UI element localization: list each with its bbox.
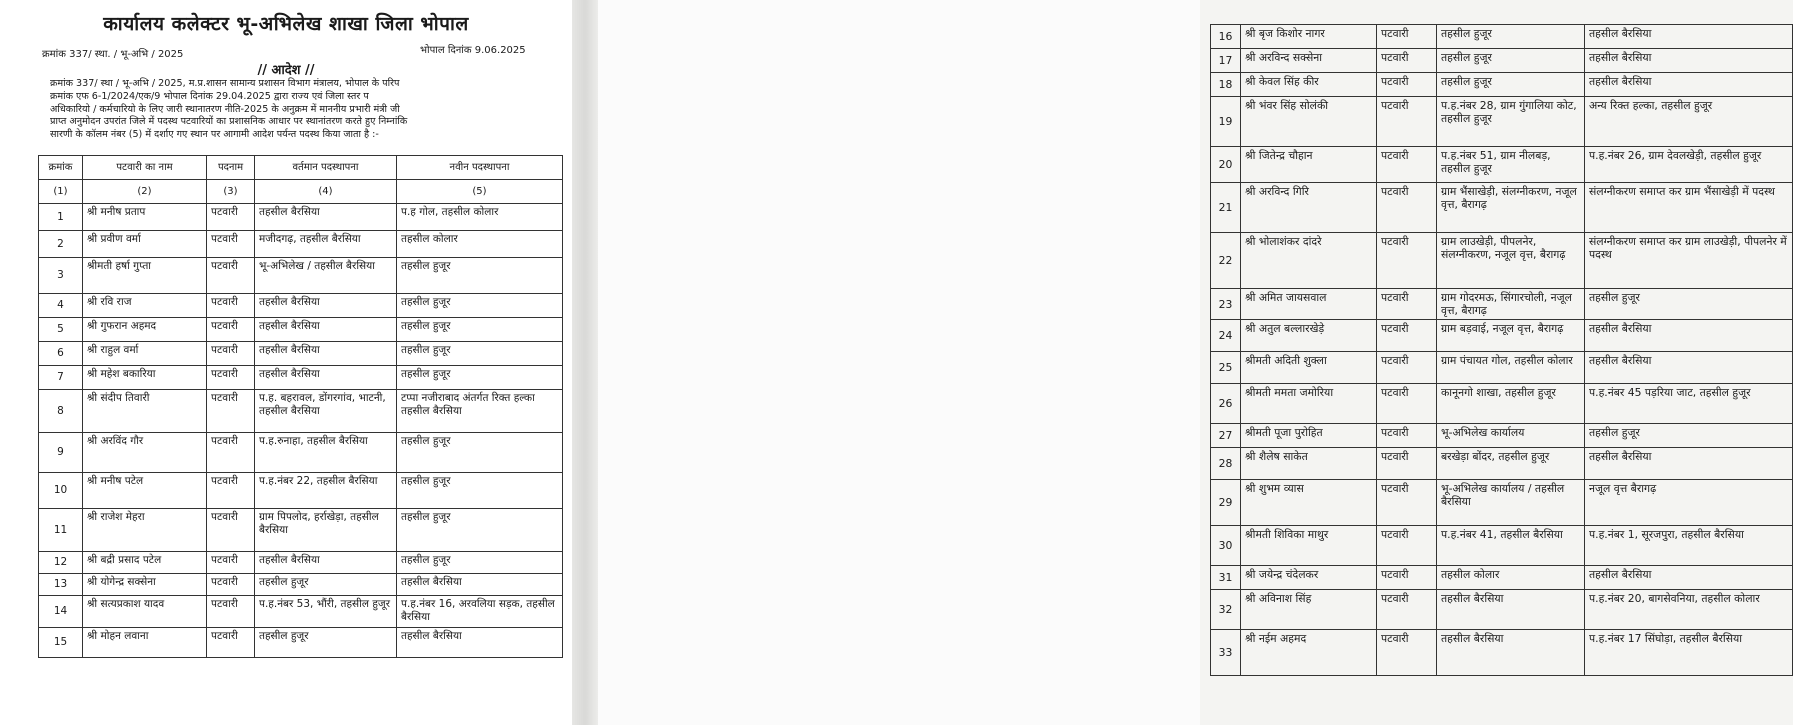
name-cell: श्री अतुल बल्लारखेड़े xyxy=(1241,320,1377,352)
name-cell: श्री अरविंद गौर xyxy=(83,433,207,473)
current-posting-cell: तहसील हुजूर xyxy=(255,628,397,658)
order-heading: // आदेश // xyxy=(257,63,315,78)
table-row xyxy=(1211,289,1793,320)
serial-cell: 1 xyxy=(39,204,83,231)
designation-cell: पटवारी xyxy=(207,366,255,390)
name-cell: श्री बद्री प्रसाद पटेल xyxy=(83,552,207,574)
current-posting-cell: तहसील बैरसिया xyxy=(1437,590,1585,630)
new-posting-cell: तहसील कोलार xyxy=(397,231,563,258)
order-date: भोपाल दिनांक 9.06.2025 xyxy=(420,45,526,56)
book-gutter xyxy=(572,0,598,725)
designation-cell: पटवारी xyxy=(207,574,255,596)
table-row xyxy=(1211,566,1793,590)
name-cell: श्री अरविन्द गिरि xyxy=(1241,183,1377,233)
current-posting-cell: तहसील हुजूर xyxy=(1437,49,1585,73)
serial-cell: 19 xyxy=(1211,97,1241,147)
current-posting-cell: प.ह.रुनाहा, तहसील बैरसिया xyxy=(255,433,397,473)
table-row xyxy=(1211,320,1793,352)
header-num: (1) xyxy=(39,180,83,204)
serial-cell: 23 xyxy=(1211,289,1241,320)
table-row xyxy=(39,342,563,366)
table-header-number-row xyxy=(39,180,563,204)
serial-cell: 29 xyxy=(1211,480,1241,526)
table-row xyxy=(39,433,563,473)
paragraph-line: सारणी के कॉलम नंबर (5) में दर्शाए गए स्थान पर आगामी आदेश पर्यन्त पदस्थ किया जाता है :- xyxy=(50,129,379,141)
new-posting-cell: संलग्नीकरण समाप्त कर ग्राम लाउखेड़ी, पीपलनेर में पदस्थ xyxy=(1585,233,1793,289)
name-cell: श्री जयेन्द्र चंदेलकर xyxy=(1241,566,1377,590)
current-posting-cell: प.ह.नंबर 28, ग्राम गुंगालिया कोट, तहसील हुजूर xyxy=(1437,97,1585,147)
document-page-right xyxy=(598,0,1787,725)
current-posting-cell: तहसील बैरसिया xyxy=(255,318,397,342)
current-posting-cell: ग्राम पिपलोद, हर्राखेड़ा, तहसील बैरसिया xyxy=(255,509,397,552)
current-posting-cell: तहसील बैरसिया xyxy=(1437,630,1585,676)
header-num: (4) xyxy=(255,180,397,204)
table-row xyxy=(1211,183,1793,233)
table-row xyxy=(1211,480,1793,526)
new-posting-cell: टप्पा नजीराबाद अंतर्गत रिक्त हल्का तहसील बैरसिया xyxy=(397,390,563,433)
designation-cell: पटवारी xyxy=(1377,320,1437,352)
serial-cell: 24 xyxy=(1211,320,1241,352)
name-cell: श्री शैलेष साकेत xyxy=(1241,448,1377,480)
name-cell: श्री मनीष पटेल xyxy=(83,473,207,509)
table-row xyxy=(1211,97,1793,147)
current-posting-cell: तहसील बैरसिया xyxy=(255,294,397,318)
new-posting-cell: प.ह.नंबर 16, अरवलिया सड़क, तहसील बैरसिया xyxy=(397,596,563,628)
name-cell: श्री मनीष प्रताप xyxy=(83,204,207,231)
new-posting-cell: प.ह.नंबर 17 सिंघोड़ा, तहसील बैरसिया xyxy=(1585,630,1793,676)
designation-cell: पटवारी xyxy=(1377,384,1437,424)
table-row xyxy=(1211,590,1793,630)
name-cell: श्री सत्यप्रकाश यादव xyxy=(83,596,207,628)
name-cell: श्री महेश बकारिया xyxy=(83,366,207,390)
new-posting-cell: तहसील बैरसिया xyxy=(1585,566,1793,590)
current-posting-cell: ग्राम गोदरमऊ, सिंगारचोली, नजूल वृत्त, बैरागढ़ xyxy=(1437,289,1585,320)
name-cell: श्री संदीप तिवारी xyxy=(83,390,207,433)
new-posting-cell: तहसील बैरसिया xyxy=(1585,320,1793,352)
current-posting-cell: तहसील हुजूर xyxy=(255,574,397,596)
table-row xyxy=(39,258,563,294)
name-cell: श्री नईम अहमद xyxy=(1241,630,1377,676)
serial-cell: 5 xyxy=(39,318,83,342)
current-posting-cell: भू-अभिलेख कार्यालय / तहसील बैरसिया xyxy=(1437,480,1585,526)
header-current-posting: वर्तमान पदस्थापना xyxy=(255,156,397,180)
new-posting-cell: तहसील हुजूर xyxy=(397,366,563,390)
current-posting-cell: भू-अभिलेख कार्यालय xyxy=(1437,424,1585,448)
new-posting-cell: तहसील बैरसिया xyxy=(397,574,563,596)
table-row xyxy=(39,596,563,628)
new-posting-cell: अन्य रिक्त हल्का, तहसील हुजूर xyxy=(1585,97,1793,147)
name-cell: श्री जितेन्द्र चौहान xyxy=(1241,147,1377,183)
designation-cell: पटवारी xyxy=(1377,97,1437,147)
table-row xyxy=(39,552,563,574)
serial-cell: 28 xyxy=(1211,448,1241,480)
designation-cell: पटवारी xyxy=(207,433,255,473)
header-new-posting: नवीन पदस्थापना xyxy=(397,156,563,180)
table-row xyxy=(1211,526,1793,566)
paragraph-line: अधिकारियो / कर्मचारियो के लिए जारी स्थानातरण नीति-2025 के अनुक्रम में माननीय प्रभारी मंत्री जी xyxy=(50,103,400,115)
new-posting-cell: तहसील हुजूर xyxy=(397,473,563,509)
table-row xyxy=(39,509,563,552)
serial-cell: 11 xyxy=(39,509,83,552)
new-posting-cell: प.ह.नंबर 1, सूरजपुरा, तहसील बैरसिया xyxy=(1585,526,1793,566)
designation-cell: पटवारी xyxy=(207,552,255,574)
name-cell: श्री मोहन लवाना xyxy=(83,628,207,658)
name-cell: श्री केवल सिंह कीर xyxy=(1241,73,1377,97)
designation-cell: पटवारी xyxy=(207,231,255,258)
table-row xyxy=(1211,384,1793,424)
header-serial: क्रमांक xyxy=(39,156,83,180)
serial-cell: 13 xyxy=(39,574,83,596)
serial-cell: 30 xyxy=(1211,526,1241,566)
designation-cell: पटवारी xyxy=(207,318,255,342)
new-posting-cell: तहसील हुजूर xyxy=(1585,424,1793,448)
document-page-left xyxy=(0,0,572,725)
table-header-row xyxy=(39,156,563,180)
name-cell: श्री राहुल वर्मा xyxy=(83,342,207,366)
new-posting-cell: नजूल वृत्त बैरागढ़ xyxy=(1585,480,1793,526)
paragraph-line: क्रमांक 337/ स्था / भू-अभि / 2025, म.प्र.शासन सामान्य प्रशासन विभाग मंत्रालय, भोपाल के परिप xyxy=(50,78,400,89)
serial-cell: 22 xyxy=(1211,233,1241,289)
designation-cell: पटवारी xyxy=(1377,73,1437,97)
table-row xyxy=(39,318,563,342)
serial-cell: 16 xyxy=(1211,25,1241,49)
designation-cell: पटवारी xyxy=(1377,289,1437,320)
designation-cell: पटवारी xyxy=(207,473,255,509)
table-row xyxy=(39,204,563,231)
designation-cell: पटवारी xyxy=(207,596,255,628)
new-posting-cell: तहसील हुजूर xyxy=(397,552,563,574)
serial-cell: 25 xyxy=(1211,352,1241,384)
new-posting-cell: प.ह.नंबर 45 पड़रिया जाट, तहसील हुजूर xyxy=(1585,384,1793,424)
designation-cell: पटवारी xyxy=(1377,25,1437,49)
name-cell: श्री गुफरान अहमद xyxy=(83,318,207,342)
current-posting-cell: तहसील कोलार xyxy=(1437,566,1585,590)
current-posting-cell: ग्राम भैंसाखेड़ी, संलग्नीकरण, नजूल वृत्त, बैरागढ़ xyxy=(1437,183,1585,233)
designation-cell: पटवारी xyxy=(1377,233,1437,289)
new-posting-cell: तहसील बैरसिया xyxy=(1585,73,1793,97)
current-posting-cell: तहसील हुजूर xyxy=(1437,73,1585,97)
new-posting-cell: तहसील हुजूर xyxy=(397,294,563,318)
name-cell: श्रीमती शिविका माथुर xyxy=(1241,526,1377,566)
name-cell: श्री राजेश मेहरा xyxy=(83,509,207,552)
table-row xyxy=(1211,424,1793,448)
paragraph-line: प्राप्त अनुमोदन उपरांत जिले में पदस्थ पटवारियों का प्रशासनिक आधार पर स्थानांतरण करते हुए निम्नांकि xyxy=(50,116,408,128)
name-cell: श्री शुभम व्यास xyxy=(1241,480,1377,526)
serial-cell: 12 xyxy=(39,552,83,574)
serial-cell: 33 xyxy=(1211,630,1241,676)
new-posting-cell: तहसील बैरसिया xyxy=(1585,49,1793,73)
table-row xyxy=(1211,352,1793,384)
office-title: कार्यालय कलेक्टर भू-अभिलेख शाखा जिला भोपाल xyxy=(103,13,469,35)
serial-cell: 17 xyxy=(1211,49,1241,73)
current-posting-cell: प.ह.नंबर 51, ग्राम नीलबड़, तहसील हुजूर xyxy=(1437,147,1585,183)
header-name: पटवारी का नाम xyxy=(83,156,207,180)
designation-cell: पटवारी xyxy=(207,628,255,658)
new-posting-cell: तहसील बैरसिया xyxy=(1585,352,1793,384)
designation-cell: पटवारी xyxy=(1377,352,1437,384)
new-posting-cell: तहसील हुजूर xyxy=(397,258,563,294)
designation-cell: पटवारी xyxy=(1377,480,1437,526)
name-cell: श्रीमती हर्षा गुप्ता xyxy=(83,258,207,294)
table-row xyxy=(1211,49,1793,73)
designation-cell: पटवारी xyxy=(207,258,255,294)
new-posting-cell: तहसील हुजूर xyxy=(397,433,563,473)
designation-cell: पटवारी xyxy=(207,294,255,318)
current-posting-cell: भू-अभिलेख / तहसील बैरसिया xyxy=(255,258,397,294)
serial-cell: 26 xyxy=(1211,384,1241,424)
current-posting-cell: तहसील बैरसिया xyxy=(255,204,397,231)
name-cell: श्री अमित जायसवाल xyxy=(1241,289,1377,320)
designation-cell: पटवारी xyxy=(1377,630,1437,676)
current-posting-cell: ग्राम लाउखेड़ी, पीपलनेर, संलग्नीकरण, नजूल वृत्त, बैरागढ़ xyxy=(1437,233,1585,289)
table-row xyxy=(39,390,563,433)
new-posting-cell: प.ह.नंबर 20, बागसेवनिया, तहसील कोलार xyxy=(1585,590,1793,630)
current-posting-cell: तहसील बैरसिया xyxy=(255,342,397,366)
designation-cell: पटवारी xyxy=(207,204,255,231)
current-posting-cell: प.ह.नंबर 41, तहसील बैरसिया xyxy=(1437,526,1585,566)
new-posting-cell: तहसील हुजूर xyxy=(397,342,563,366)
table-row xyxy=(1211,73,1793,97)
designation-cell: पटवारी xyxy=(1377,590,1437,630)
table-row xyxy=(39,294,563,318)
new-posting-cell: संलग्नीकरण समाप्त कर ग्राम भैंसाखेड़ी में पदस्थ xyxy=(1585,183,1793,233)
designation-cell: पटवारी xyxy=(1377,183,1437,233)
new-posting-cell: तहसील हुजूर xyxy=(397,318,563,342)
reference-number: क्रमांक 337/ स्था. / भू-अभि / 2025 xyxy=(42,49,184,60)
serial-cell: 2 xyxy=(39,231,83,258)
serial-cell: 10 xyxy=(39,473,83,509)
name-cell: श्री भंवर सिंह सोलंकी xyxy=(1241,97,1377,147)
table-row xyxy=(1211,25,1793,49)
name-cell: श्री अरविन्द सक्सेना xyxy=(1241,49,1377,73)
header-num: (3) xyxy=(207,180,255,204)
current-posting-cell: प.ह. बहरावल, डोंगरगांव, भाटनी, तहसील बैरसिया xyxy=(255,390,397,433)
name-cell: श्रीमती पूजा पुरोहित xyxy=(1241,424,1377,448)
current-posting-cell: ग्राम बड़वाई, नजूल वृत्त, बैरागढ़ xyxy=(1437,320,1585,352)
serial-cell: 9 xyxy=(39,433,83,473)
serial-cell: 18 xyxy=(1211,73,1241,97)
serial-cell: 31 xyxy=(1211,566,1241,590)
name-cell: श्री बृज किशोर नागर xyxy=(1241,25,1377,49)
header-designation: पदनाम xyxy=(207,156,255,180)
designation-cell: पटवारी xyxy=(1377,526,1437,566)
designation-cell: पटवारी xyxy=(1377,147,1437,183)
designation-cell: पटवारी xyxy=(1377,424,1437,448)
new-posting-cell: प.ह गोल, तहसील कोलार xyxy=(397,204,563,231)
current-posting-cell: ग्राम पंचायत गोल, तहसील कोलार xyxy=(1437,352,1585,384)
serial-cell: 15 xyxy=(39,628,83,658)
name-cell: श्री प्रवीण वर्मा xyxy=(83,231,207,258)
current-posting-cell: प.ह.नंबर 22, तहसील बैरसिया xyxy=(255,473,397,509)
serial-cell: 3 xyxy=(39,258,83,294)
header-num: (5) xyxy=(397,180,563,204)
current-posting-cell: तहसील बैरसिया xyxy=(255,552,397,574)
serial-cell: 20 xyxy=(1211,147,1241,183)
serial-cell: 7 xyxy=(39,366,83,390)
name-cell: श्री रवि राज xyxy=(83,294,207,318)
table-row xyxy=(39,473,563,509)
current-posting-cell: बरखेड़ा बोंदर, तहसील हुजूर xyxy=(1437,448,1585,480)
name-cell: श्री अविनाश सिंह xyxy=(1241,590,1377,630)
designation-cell: पटवारी xyxy=(1377,566,1437,590)
order-paragraph xyxy=(50,78,570,142)
current-posting-cell: मजीदगढ़, तहसील बैरसिया xyxy=(255,231,397,258)
new-posting-cell: तहसील हुजूर xyxy=(1585,289,1793,320)
table-row xyxy=(39,574,563,596)
new-posting-cell: प.ह.नंबर 26, ग्राम देवलखेड़ी, तहसील हुजूर xyxy=(1585,147,1793,183)
transfer-table-left xyxy=(38,155,563,658)
current-posting-cell: प.ह.नंबर 53, भौंरी, तहसील हुजूर xyxy=(255,596,397,628)
serial-cell: 32 xyxy=(1211,590,1241,630)
current-posting-cell: तहसील बैरसिया xyxy=(255,366,397,390)
table-row xyxy=(1211,630,1793,676)
table-row xyxy=(39,231,563,258)
header-num: (2) xyxy=(83,180,207,204)
name-cell: श्रीमती अदिती शुक्ला xyxy=(1241,352,1377,384)
designation-cell: पटवारी xyxy=(207,342,255,366)
table-row xyxy=(39,628,563,658)
serial-cell: 8 xyxy=(39,390,83,433)
designation-cell: पटवारी xyxy=(207,509,255,552)
new-posting-cell: तहसील हुजूर xyxy=(397,509,563,552)
serial-cell: 4 xyxy=(39,294,83,318)
table-row xyxy=(1211,448,1793,480)
name-cell: श्री योगेन्द्र सक्सेना xyxy=(83,574,207,596)
new-posting-cell: तहसील बैरसिया xyxy=(397,628,563,658)
new-posting-cell: तहसील बैरसिया xyxy=(1585,448,1793,480)
name-cell: श्री भोलाशंकर दांदरे xyxy=(1241,233,1377,289)
serial-cell: 14 xyxy=(39,596,83,628)
table-row xyxy=(1211,233,1793,289)
current-posting-cell: तहसील हुजूर xyxy=(1437,25,1585,49)
designation-cell: पटवारी xyxy=(1377,448,1437,480)
table-row xyxy=(39,366,563,390)
name-cell: श्रीमती ममता जमोरिया xyxy=(1241,384,1377,424)
serial-cell: 6 xyxy=(39,342,83,366)
serial-cell: 27 xyxy=(1211,424,1241,448)
transfer-table-right xyxy=(1210,24,1793,676)
designation-cell: पटवारी xyxy=(207,390,255,433)
paragraph-line: क्रमांक एफ 6-1/2024/एक/9 भोपाल दिनांक 29.04.2025 द्वारा राज्य एवं जिला स्तर प xyxy=(50,90,369,102)
new-posting-cell: तहसील बैरसिया xyxy=(1585,25,1793,49)
serial-cell: 21 xyxy=(1211,183,1241,233)
current-posting-cell: कानूनगो शाखा, तहसील हुजूर xyxy=(1437,384,1585,424)
table-row xyxy=(1211,147,1793,183)
designation-cell: पटवारी xyxy=(1377,49,1437,73)
